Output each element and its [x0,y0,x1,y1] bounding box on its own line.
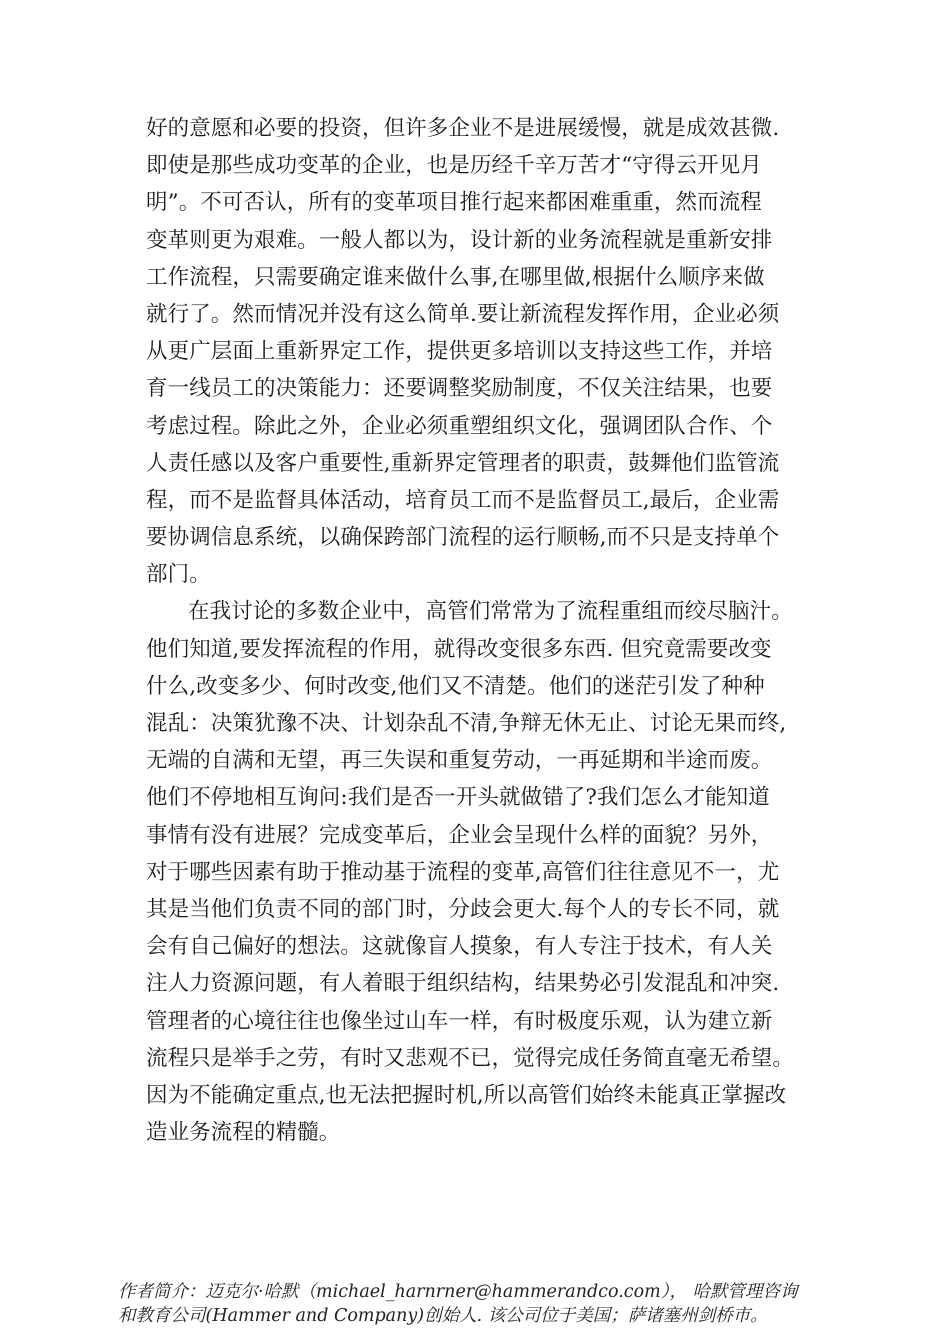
text-line: 程，而不是监督具体活动，培育员工而不是监督员工,最后，企业需 [146,487,780,513]
text-line: 要协调信息系统，以确保跨部门流程的运行顺畅,而不只是支持单个 [146,525,780,551]
text-line: 他们知道,要发挥流程的作用，就得改变很多东西. 但究竟需要改变 [146,636,772,662]
author-footnote [118,1280,878,1328]
text-line: 好的意愿和必要的投资，但许多企业不是进展缓慢，就是成效甚微. [146,116,780,141]
text-line: 变革则更为艰难。一般人都以为，设计新的业务流程就是重新安排 [146,227,773,253]
text-line: 流程只是举手之劳，有时又悲观不已，觉得完成任务简直毫无希望。 [146,1045,795,1071]
text-line: 人责任感以及客户重要性,重新界定管理者的职责，鼓舞他们监管流 [146,450,780,476]
text-line: 部门。 [146,562,211,588]
text-line: 明”。不可否认，所有的变革项目推行起来都困难重重，然而流程 [146,190,762,216]
text-line: 考虑过程。除此之外，企业必须重塑组织文化，强调团队合作、个 [146,413,773,439]
body-text [146,110,826,1151]
text-line: 无端的自满和无望，再三失误和重复劳动，一再延期和半途而废。 [146,748,773,774]
text-line-indented: 在我讨论的多数企业中，高管们常常为了流程重组而绞尽脑汁。 [188,599,793,625]
text-line: 即使是那些成功变革的企业，也是历经千辛万苦才“守得云开见月 [146,153,762,179]
text-line: 对于哪些因素有助于推动基于流程的变革,高管们往往意见不一，尤 [146,859,780,885]
text-line: 事情有没有进展？完成变革后，企业会呈现什么样的面貌？另外， [146,822,773,848]
footnote-line: 作者简介：迈克尔·哈默（michael_harnrner@hammerandco.com）， 哈默管理咨询 [118,1282,798,1302]
text-line: 从更广层面上重新界定工作，提供更多培训以支持这些工作，并培 [146,339,773,365]
text-line: 混乱：决策犹豫不决、计划杂乱不清,争辩无休无止、讨论无果而终, [146,711,787,736]
paragraph-1 [146,110,826,593]
paragraph-2 [146,593,826,1151]
text-line: 工作流程，只需要确定谁来做什么事,在哪里做,根据什么顺序来做 [146,264,765,290]
text-line: 育一线员工的决策能力：还要调整奖励制度，不仅关注结果，也要 [146,376,773,402]
text-line: 会有自己偏好的想法。这就像盲人摸象，有人专注于技术，有人关 [146,934,773,960]
text-line: 管理者的心境往往也像坐过山车一样，有时极度乐观，认为建立新 [146,1008,773,1034]
text-line: 什么,改变多少、何时改变,他们又不清楚。他们的迷茫引发了种种 [146,673,765,699]
text-line: 因为不能确定重点,也无法把握时机,所以高管们始终未能真正掌握改 [146,1082,787,1108]
text-line: 其是当他们负责不同的部门时，分歧会更大.每个人的专长不同，就 [146,896,780,922]
text-line: 就行了。然而情况并没有这么简单.要让新流程发挥作用，企业必须 [146,301,780,327]
text-line: 他们不停地相互询问:我们是否一开头就做错了?我们怎么才能知道 [146,785,770,811]
text-line: 造业务流程的精髓。 [146,1120,341,1146]
footnote-line: 和教育公司(Hammer and Company)创始人. 该公司位于美国；萨诸塞州剑桥市。 [118,1306,768,1326]
text-line: 注人力资源问题，有人着眼于组织结构，结果势必引发混乱和冲突. [146,971,780,997]
